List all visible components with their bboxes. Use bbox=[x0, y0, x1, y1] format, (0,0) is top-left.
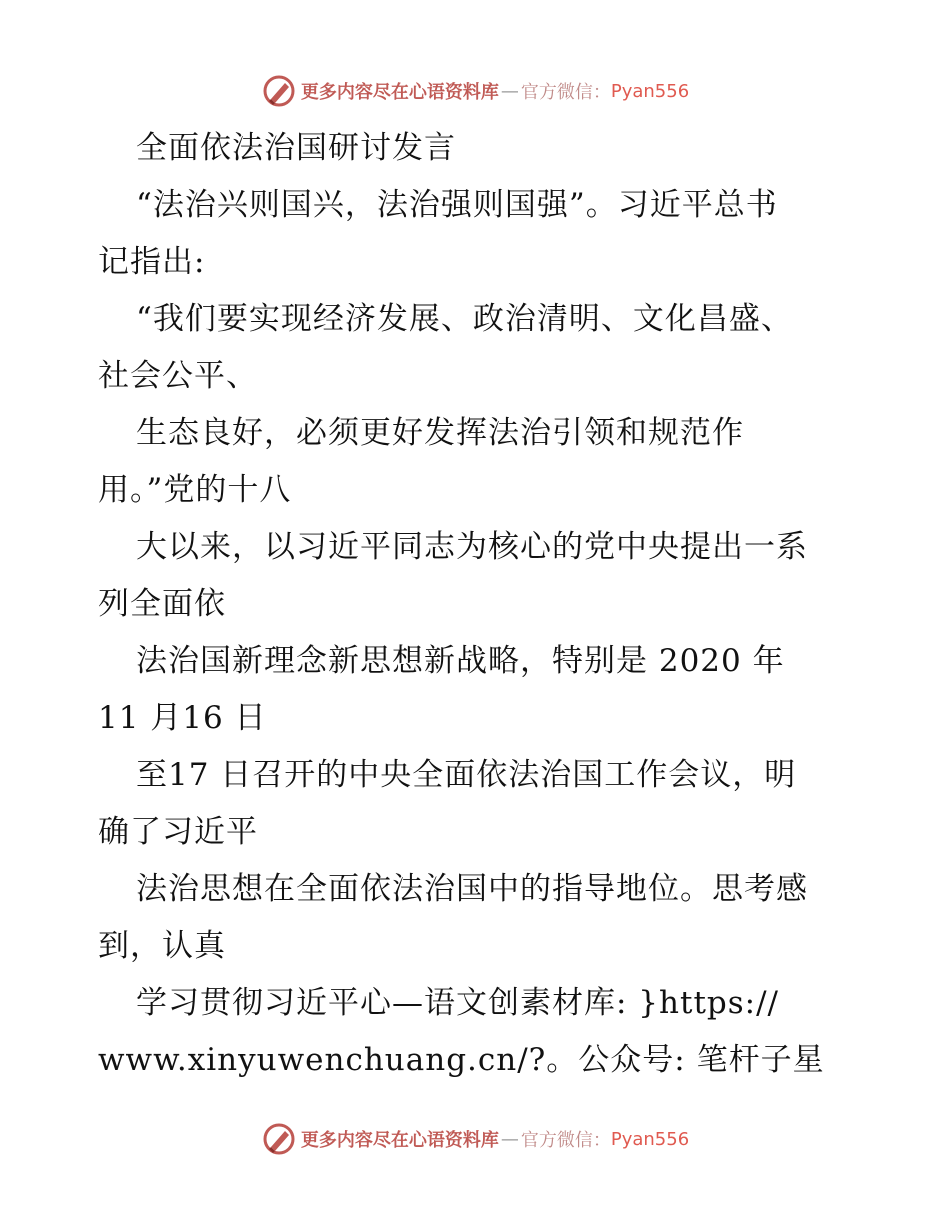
paragraph-line: 社会公平、 bbox=[98, 358, 258, 394]
pen-logo-icon bbox=[261, 73, 297, 109]
watermark-wechat-id: Pyan556 bbox=[610, 80, 690, 102]
paragraph-line: 到，认真 bbox=[98, 928, 226, 964]
paragraph-line: 用。”党的十八 bbox=[98, 472, 292, 508]
watermark-site-text: 更多内容尽在心语资料库 bbox=[300, 1130, 499, 1151]
paragraph-line: 记指出: bbox=[98, 244, 206, 280]
paragraph-line: 至17 日召开的中央全面依法治国工作会议，明 bbox=[136, 757, 797, 793]
paragraph-line: 法治国新理念新思想新战略，特别是 2020 年 bbox=[136, 643, 785, 679]
paragraph-line: 生态良好，必须更好发挥法治引领和规范作 bbox=[136, 415, 744, 451]
watermark-separator: — bbox=[500, 80, 519, 102]
paragraph-line: 大以来，以习近平同志为核心的党中央提出一系 bbox=[136, 529, 808, 565]
paragraph-line: “我们要实现经济发展、政治清明、文化昌盛、 bbox=[136, 301, 793, 337]
paragraph-line: “法治兴则国兴，法治强则国强”。习近平总书 bbox=[136, 187, 778, 223]
watermark-wechat-id: Pyan556 bbox=[610, 1128, 690, 1150]
paragraph-line: 确了习近平 bbox=[98, 814, 258, 850]
document-title: 全面依法治国研讨发言 bbox=[136, 130, 456, 166]
bottom-watermark-banner bbox=[0, 1119, 950, 1159]
watermark-wechat-label: 官方微信： bbox=[520, 82, 611, 103]
document-body bbox=[98, 120, 858, 1089]
pen-logo-icon bbox=[261, 1121, 297, 1157]
paragraph-line: 法治思想在全面依法治国中的指导地位。思考感 bbox=[136, 871, 808, 907]
watermark-site-text: 更多内容尽在心语资料库 bbox=[300, 82, 499, 103]
paragraph-line: 学习贯彻习近平心—语文创素材库: }https:// bbox=[136, 985, 779, 1021]
paragraph-line: 列全面依 bbox=[98, 586, 226, 622]
paragraph-line: 11 月16 日 bbox=[98, 700, 267, 736]
watermark-separator: — bbox=[500, 1128, 519, 1150]
paragraph-line: www.xinyuwenchuang.cn/?。公众号: 笔杆子星 bbox=[98, 1042, 825, 1078]
top-watermark-banner bbox=[0, 71, 950, 111]
watermark-wechat-label: 官方微信： bbox=[520, 1130, 611, 1151]
